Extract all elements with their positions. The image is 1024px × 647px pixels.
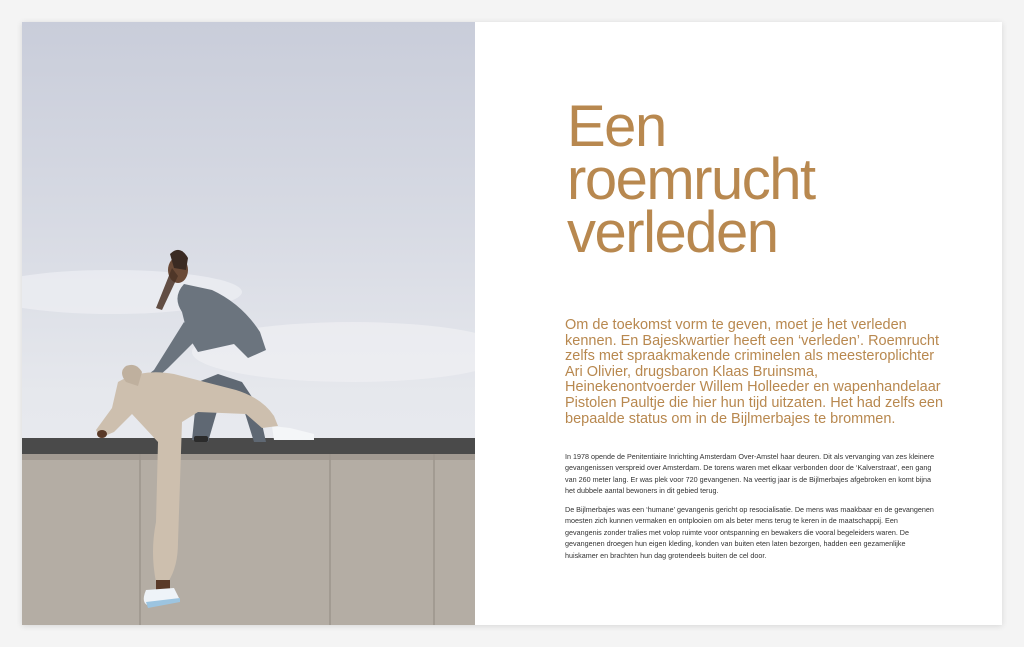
photo-illustration — [22, 22, 475, 625]
body-paragraph-1: In 1978 opende de Penitentiaire Inrichting Amsterdam Over-Amstel haar deuren. Dit als vervanging van zes kleinere gevangenissen verspreid over Amsterdam. De torens waren met elkaar verbonden door de ‘Kalverstraat’, een gang van 260 meter lang. Er was plek voor 720 gevangenen. Na veertig jaar is de Bijlmerbajes afgebroken en komt bijna het dubbele aantal bewoners in dit gebied terug. — [565, 452, 935, 496]
body-paragraph-2: De Bijlmerbajes was een ‘humane’ gevangenis gericht op resocialisatie. De mens was maakbaar en de gevangenen moesten zich kunnen vermaken en ontplooien om als beter mens terug te keren in de maatschappij. Een gevangenis zonder tralies met volop ruimte voor ontspanning en bewakers die vooral begeleiders waren. De gevangenen droegen hun eigen kleding, konden van buiten eten laten bezorgen, hadden een gezamenlijke huiskamer en brachten hun dag grotendeels buiten de cel door. — [565, 505, 934, 560]
text-page — [475, 22, 1002, 625]
concrete-wall — [22, 438, 475, 625]
hero-photo — [22, 22, 475, 625]
article-lead: Om de toekomst vorm te geven, moet je het verleden kennen. En Bajeskwartier heeft een ‘verleden’. Roemrucht zelfs met spraakmakende criminelen als meesteroplichter Ari Olivier, drugsbaron Klaas Bruinsma, Heinekenontvoerder Willem Holleeder en wapenhandelaar Pistolen Paultje die hier hun tijd uitzaten. Het had zelfs een bepaalde status om in de Bijlmerbajes te brommen. — [565, 317, 944, 427]
wall-coping — [22, 438, 475, 454]
article-title: Een roemrucht verleden — [567, 94, 815, 265]
wall-shadow — [22, 454, 475, 460]
magazine-spread — [22, 22, 1002, 625]
